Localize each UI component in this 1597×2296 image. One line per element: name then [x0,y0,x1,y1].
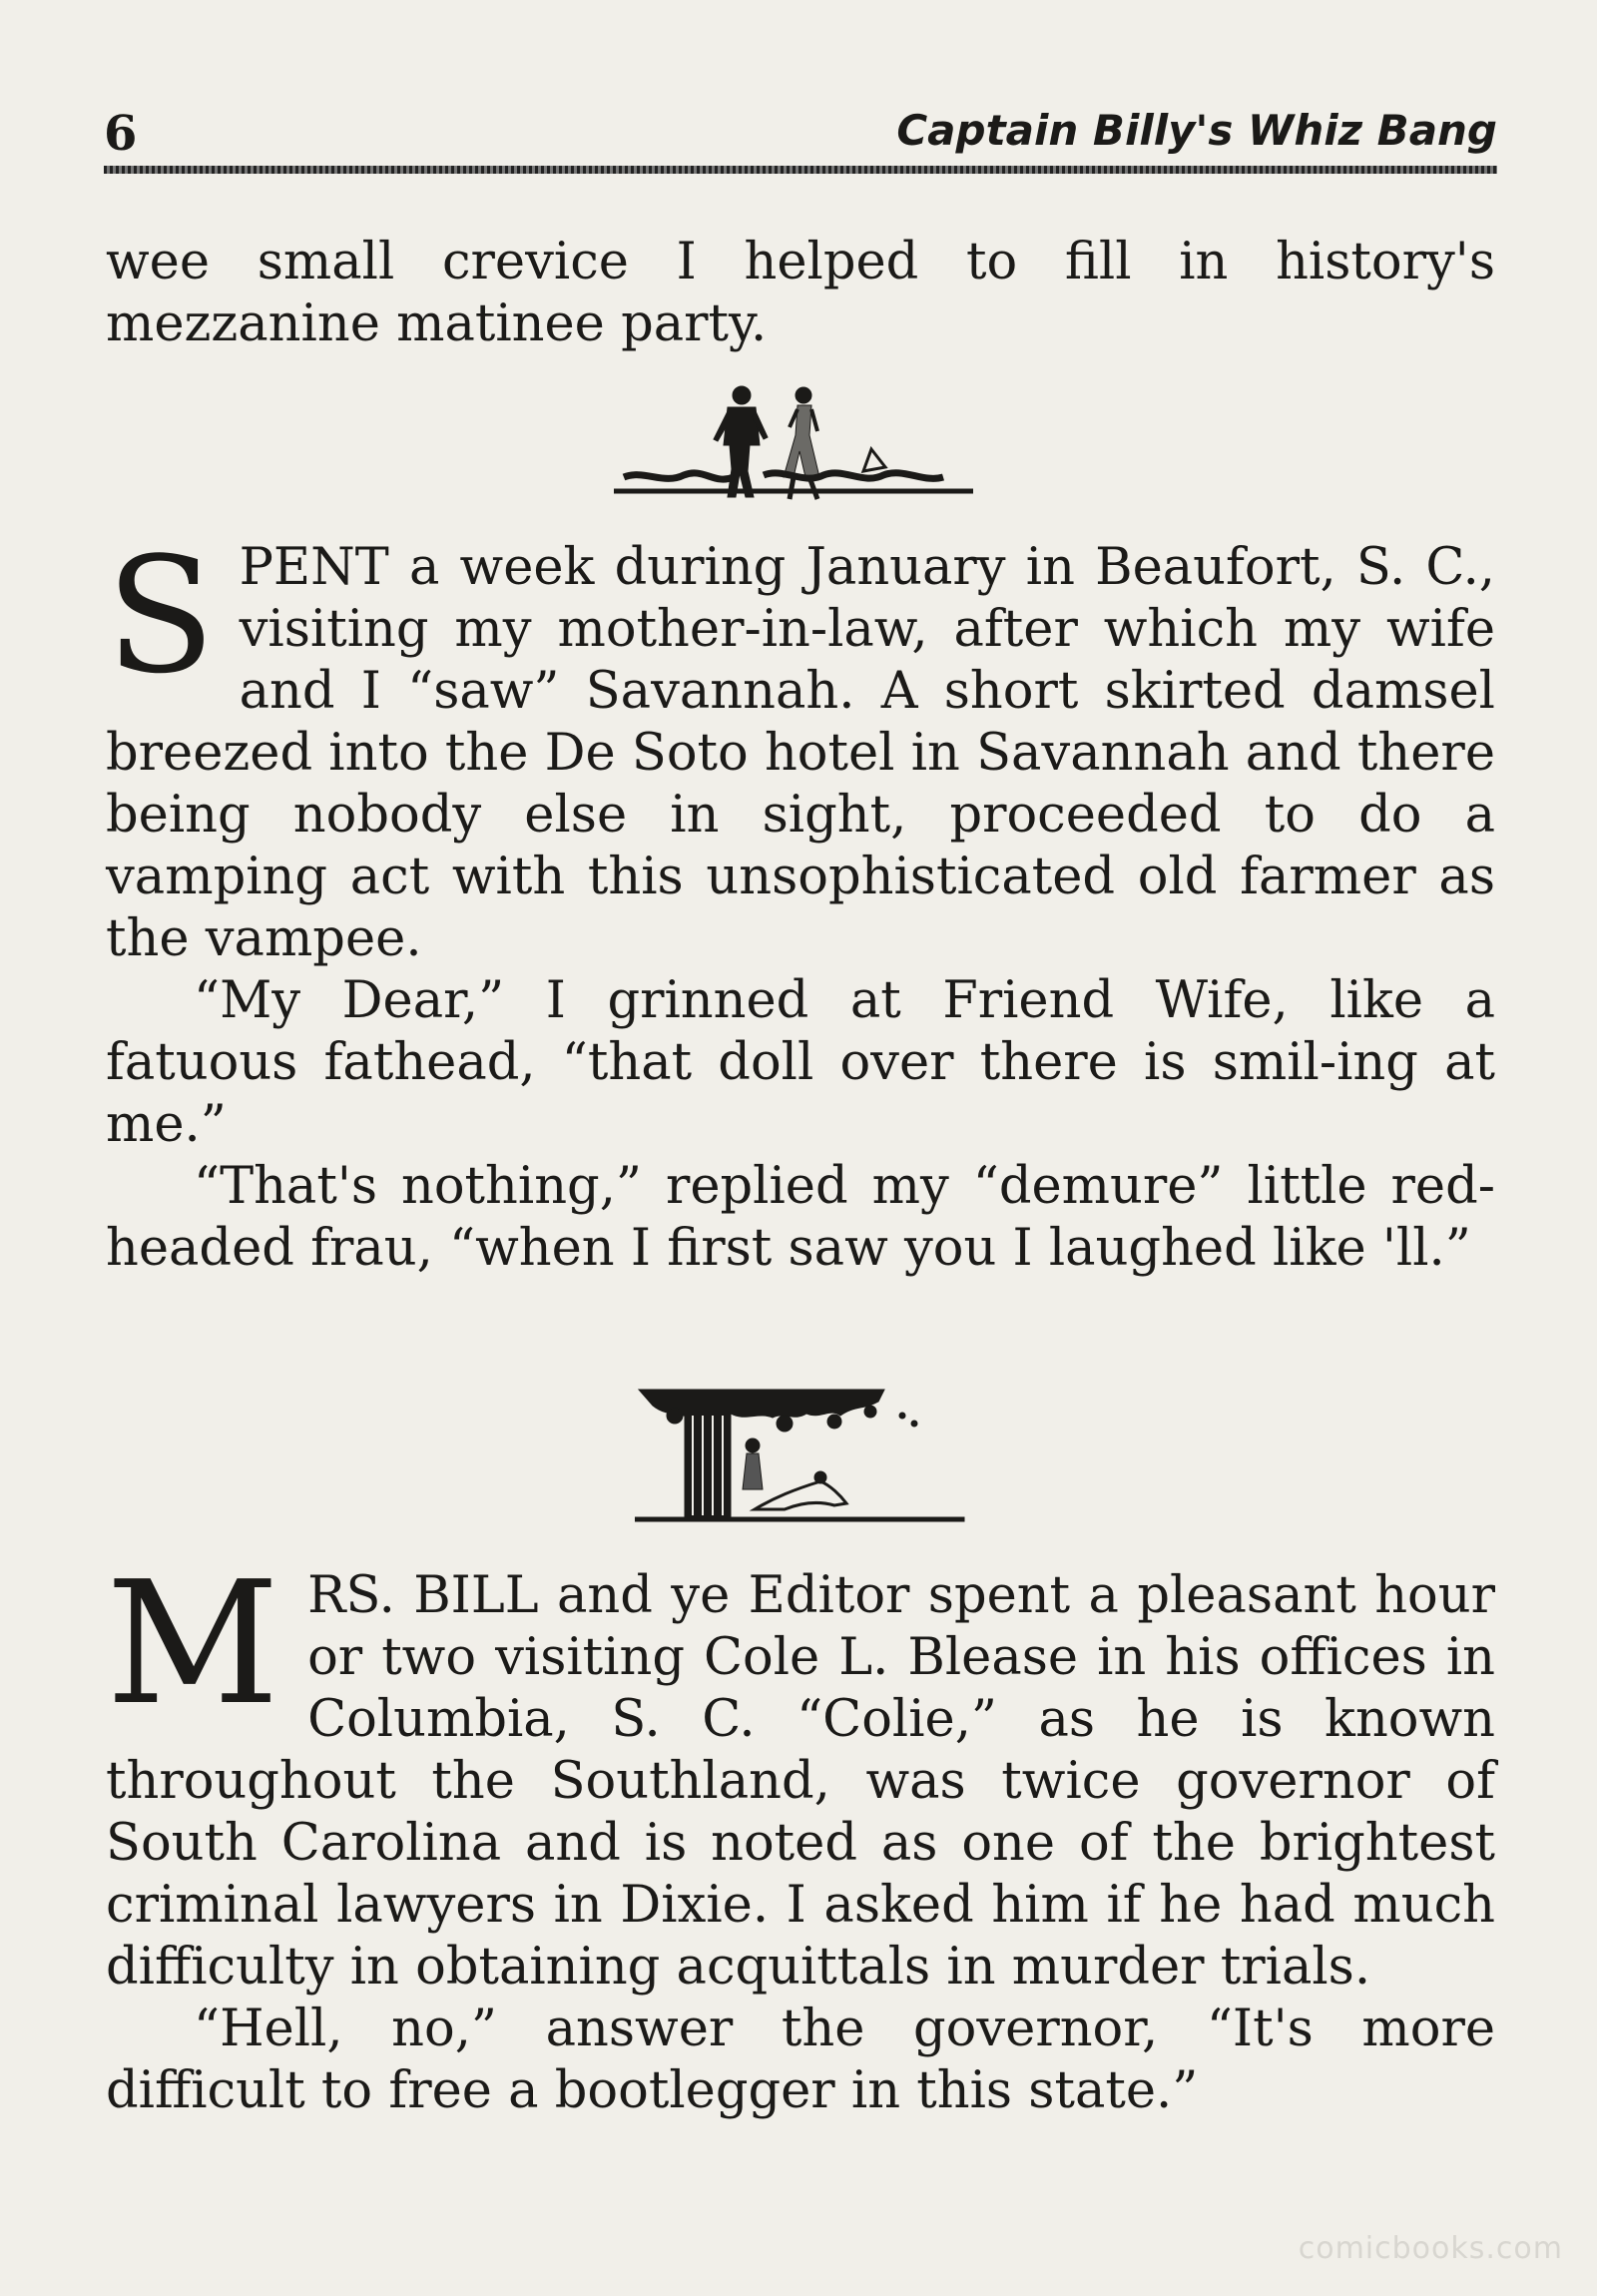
dropcap-s: S [106,522,216,709]
tree-shade-reclining-figure-icon [635,1386,974,1535]
page-header [104,100,1497,170]
section1-lead: PENT a week during January in Beaufort, S. C., visiting my mother-in-law, after which my wife and I “saw” Savannah. A short skirted damsel breezed into the De Soto hotel in Savannah and there being nobody else in sight, proceeded to do a vamping act with this unsophisticated old farmer as the vampee. [106,538,1495,968]
section1-para3: “That's nothing,” replied my “demure” little red-headed frau, “when I first saw you I laughed like 'll.” [106,1157,1495,1278]
section1-para2: “My Dear,” I grinned at Friend Wife, like a fatuous fathead, “that doll over there is smil-ing at me.” [106,971,1495,1154]
page-number: 6 [104,106,138,162]
dropcap-m: M [106,1545,280,1743]
watermark: comicbooks.com [1298,2231,1563,2266]
running-title: Captain Billy's Whiz Bang [896,106,1497,155]
intro-paragraph [106,232,1495,355]
intro-text: wee small crevice I helped to fill in history's mezzanine matinee party. [106,233,1495,353]
beach-bathers-icon [614,381,973,511]
section-vamp [106,522,1495,1280]
section2-lead: RS. BILL and ye Editor spent a pleasant hour or two visiting Cole L. Blease in his offices in Columbia, S. C. “Colie,” as he is known throughout the Southland, was twice governor of South Carolina and is noted as one of the brightest criminal lawyers in Dixie. I asked him if he had much difficulty in obtaining acquittals in murder trials. [106,1566,1495,1997]
section-blease [106,1545,1495,2122]
header-rule [104,166,1497,174]
section2-para2: “Hell, no,” answer the governor, “It's more difficult to free a bootlegger in this state.” [106,2000,1495,2120]
